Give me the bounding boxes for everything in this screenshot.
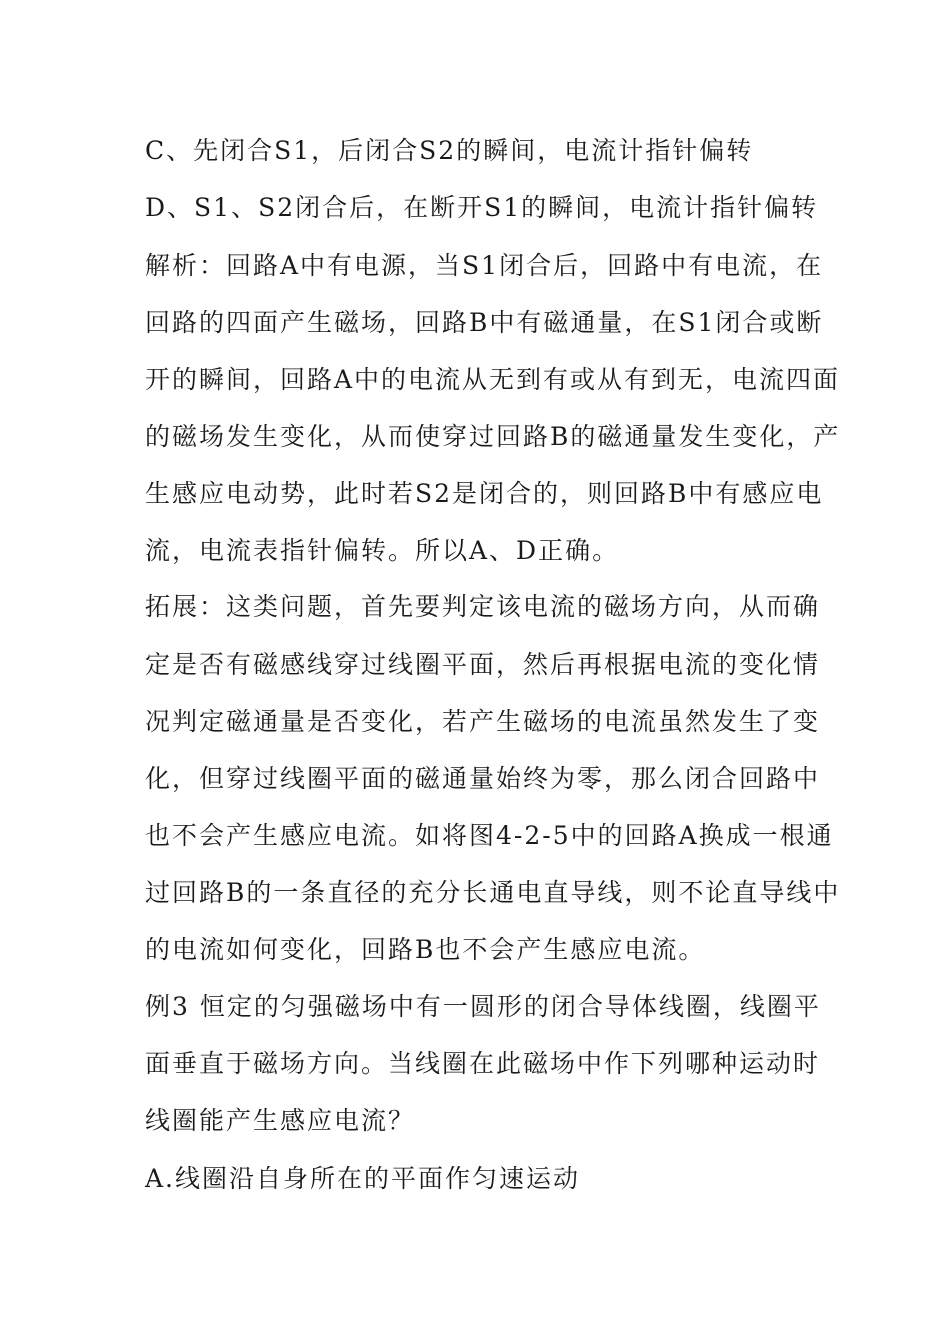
extension-line-1: 拓展：这类问题，首先要判定该电流的磁场方向，从而确 — [145, 592, 821, 621]
analysis-line-5: 生感应电动势，此时若S2是闭合的，则回路B中有感应电 — [145, 479, 824, 508]
extension-line-6: 过回路B的一条直径的充分长通电直导线，则不论直导线中 — [145, 878, 841, 907]
analysis-line-4: 的磁场发生变化，从而使穿过回路B的磁通量发生变化，产 — [145, 422, 841, 451]
analysis-line-2: 回路的四面产生磁场，回路B中有磁通量，在S1闭合或断 — [145, 308, 824, 337]
extension-line-2: 定是否有磁感线穿过线圈平面，然后再根据电流的变化情 — [145, 650, 821, 679]
analysis-line-1: 解析：回路A中有电源，当S1闭合后，回路中有电流，在 — [145, 251, 824, 280]
analysis-line-6: 流，电流表指针偏转。所以A、D正确。 — [145, 536, 620, 565]
extension-line-7: 的电流如何变化，回路B也不会产生感应电流。 — [145, 935, 706, 964]
example-3-line-1: 例3 恒定的匀强磁场中有一圆形的闭合导体线圈，线圈平 — [145, 992, 821, 1021]
option-a-line: A.线圈沿自身所在的平面作匀速运动 — [145, 1164, 581, 1193]
example-3-line-3: 线圈能产生感应电流？ — [145, 1106, 416, 1135]
option-d-line: D、S1、S2闭合后，在断开S1的瞬间，电流计指针偏转 — [145, 193, 819, 222]
analysis-line-3: 开的瞬间，回路A中的电流从无到有或从有到无，电流四面 — [145, 365, 841, 394]
option-c-line: C、先闭合S1，后闭合S2的瞬间，电流计指针偏转 — [145, 136, 754, 165]
example-3-line-2: 面垂直于磁场方向。当线圈在此磁场中作下列哪种运动时 — [145, 1049, 821, 1078]
extension-line-3: 况判定磁通量是否变化，若产生磁场的电流虽然发生了变 — [145, 707, 821, 736]
extension-line-4: 化，但穿过线圈平面的磁通量始终为零，那么闭合回路中 — [145, 764, 821, 793]
extension-line-5: 也不会产生感应电流。如将图4-2-5中的回路A换成一根通 — [145, 821, 834, 850]
